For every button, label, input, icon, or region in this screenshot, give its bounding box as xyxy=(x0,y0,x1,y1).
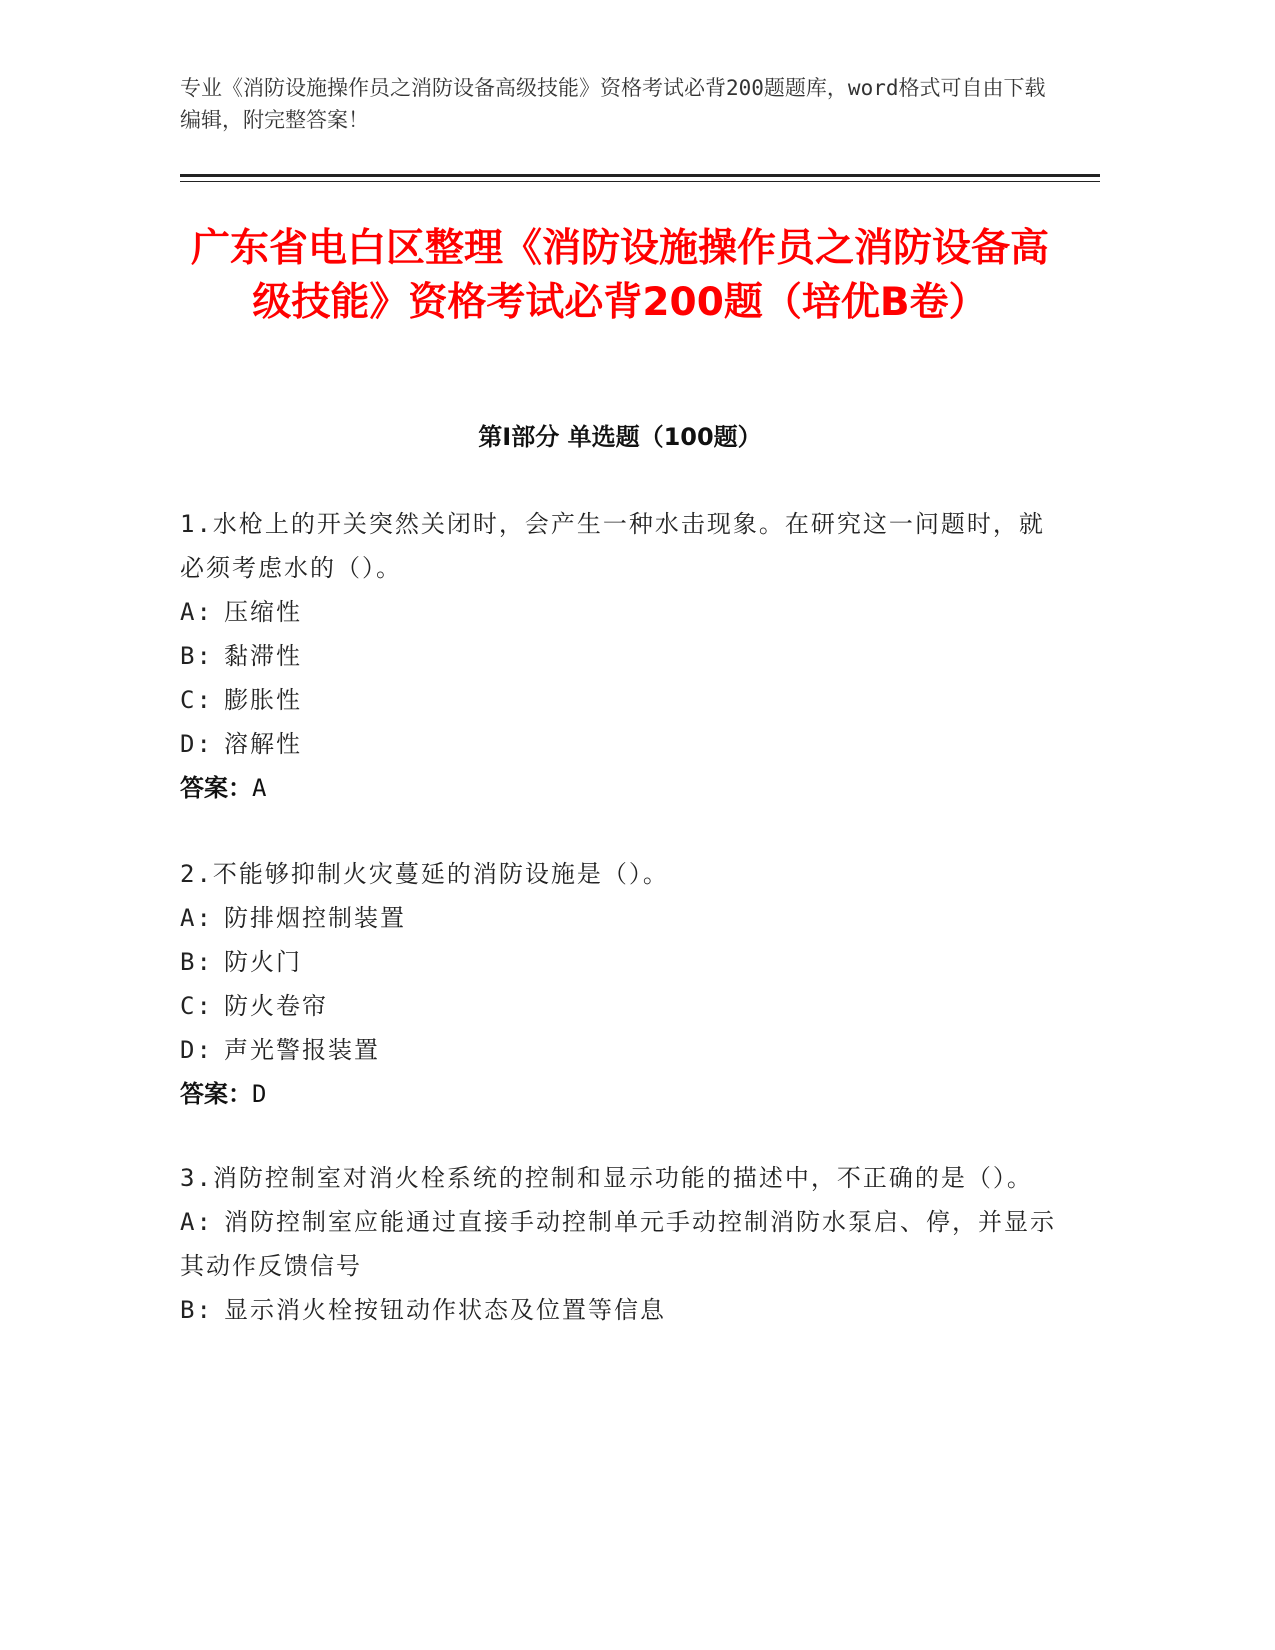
option-letter: D: xyxy=(180,730,213,758)
option-text: 溶解性 xyxy=(224,730,302,758)
question-3 xyxy=(180,1156,1060,1332)
option-d xyxy=(180,1028,1060,1072)
option-c xyxy=(180,984,1060,1028)
answer-value: A xyxy=(252,774,267,802)
answer xyxy=(180,766,1060,810)
answer-label: 答案： xyxy=(180,1080,252,1108)
answer-value: D xyxy=(252,1080,267,1108)
option-letter: A: xyxy=(180,1208,213,1236)
option-letter: A: xyxy=(180,904,213,932)
question-text: 3.消防控制室对消火栓系统的控制和显示功能的描述中，不正确的是（）。 xyxy=(180,1164,1033,1192)
option-text: 压缩性 xyxy=(224,598,302,626)
option-letter: B: xyxy=(180,642,213,670)
option-text: 声光警报装置 xyxy=(224,1036,380,1064)
question-1 xyxy=(180,502,1060,810)
option-b xyxy=(180,1288,1060,1332)
option-letter: B: xyxy=(180,948,213,976)
option-d xyxy=(180,722,1060,766)
option-a xyxy=(180,1200,1060,1288)
option-text: 膨胀性 xyxy=(224,686,302,714)
option-letter: C: xyxy=(180,992,213,1020)
option-c xyxy=(180,678,1060,722)
option-a xyxy=(180,590,1060,634)
document-title: 广东省电白区整理《消防设施操作员之消防设备高级技能》资格考试必背200题（培优B卷） xyxy=(190,226,1049,325)
section-title: 第Ⅰ部分 单选题（100题） xyxy=(478,423,762,451)
option-letter: B: xyxy=(180,1296,213,1324)
option-text: 黏滞性 xyxy=(224,642,302,670)
question-text: 1.水枪上的开关突然关闭时，会产生一种水击现象。在研究这一问题时，就必须考虑水的（）。 xyxy=(180,510,1045,582)
answer xyxy=(180,1072,1060,1116)
header-divider xyxy=(180,174,1100,177)
option-letter: C: xyxy=(180,686,213,714)
answer-label: 答案： xyxy=(180,774,252,802)
option-text: 防火卷帘 xyxy=(224,992,328,1020)
header-divider-thin xyxy=(180,181,1100,182)
option-b xyxy=(180,634,1060,678)
option-text: 消防控制室应能通过直接手动控制单元手动控制消防水泵启、停，并显示其动作反馈信号 xyxy=(180,1208,1056,1280)
option-text: 防排烟控制装置 xyxy=(224,904,406,932)
option-letter: A: xyxy=(180,598,213,626)
option-text: 防火门 xyxy=(224,948,302,976)
option-a xyxy=(180,896,1060,940)
option-letter: D: xyxy=(180,1036,213,1064)
question-text: 2.不能够抑制火灾蔓延的消防设施是（）。 xyxy=(180,860,669,888)
header-note: 专业《消防设施操作员之消防设备高级技能》资格考试必背200题题库，word格式可自由下载编辑，附完整答案！ xyxy=(180,76,1046,132)
question-2 xyxy=(180,852,1060,1116)
option-text: 显示消火栓按钮动作状态及位置等信息 xyxy=(224,1296,666,1324)
option-b xyxy=(180,940,1060,984)
